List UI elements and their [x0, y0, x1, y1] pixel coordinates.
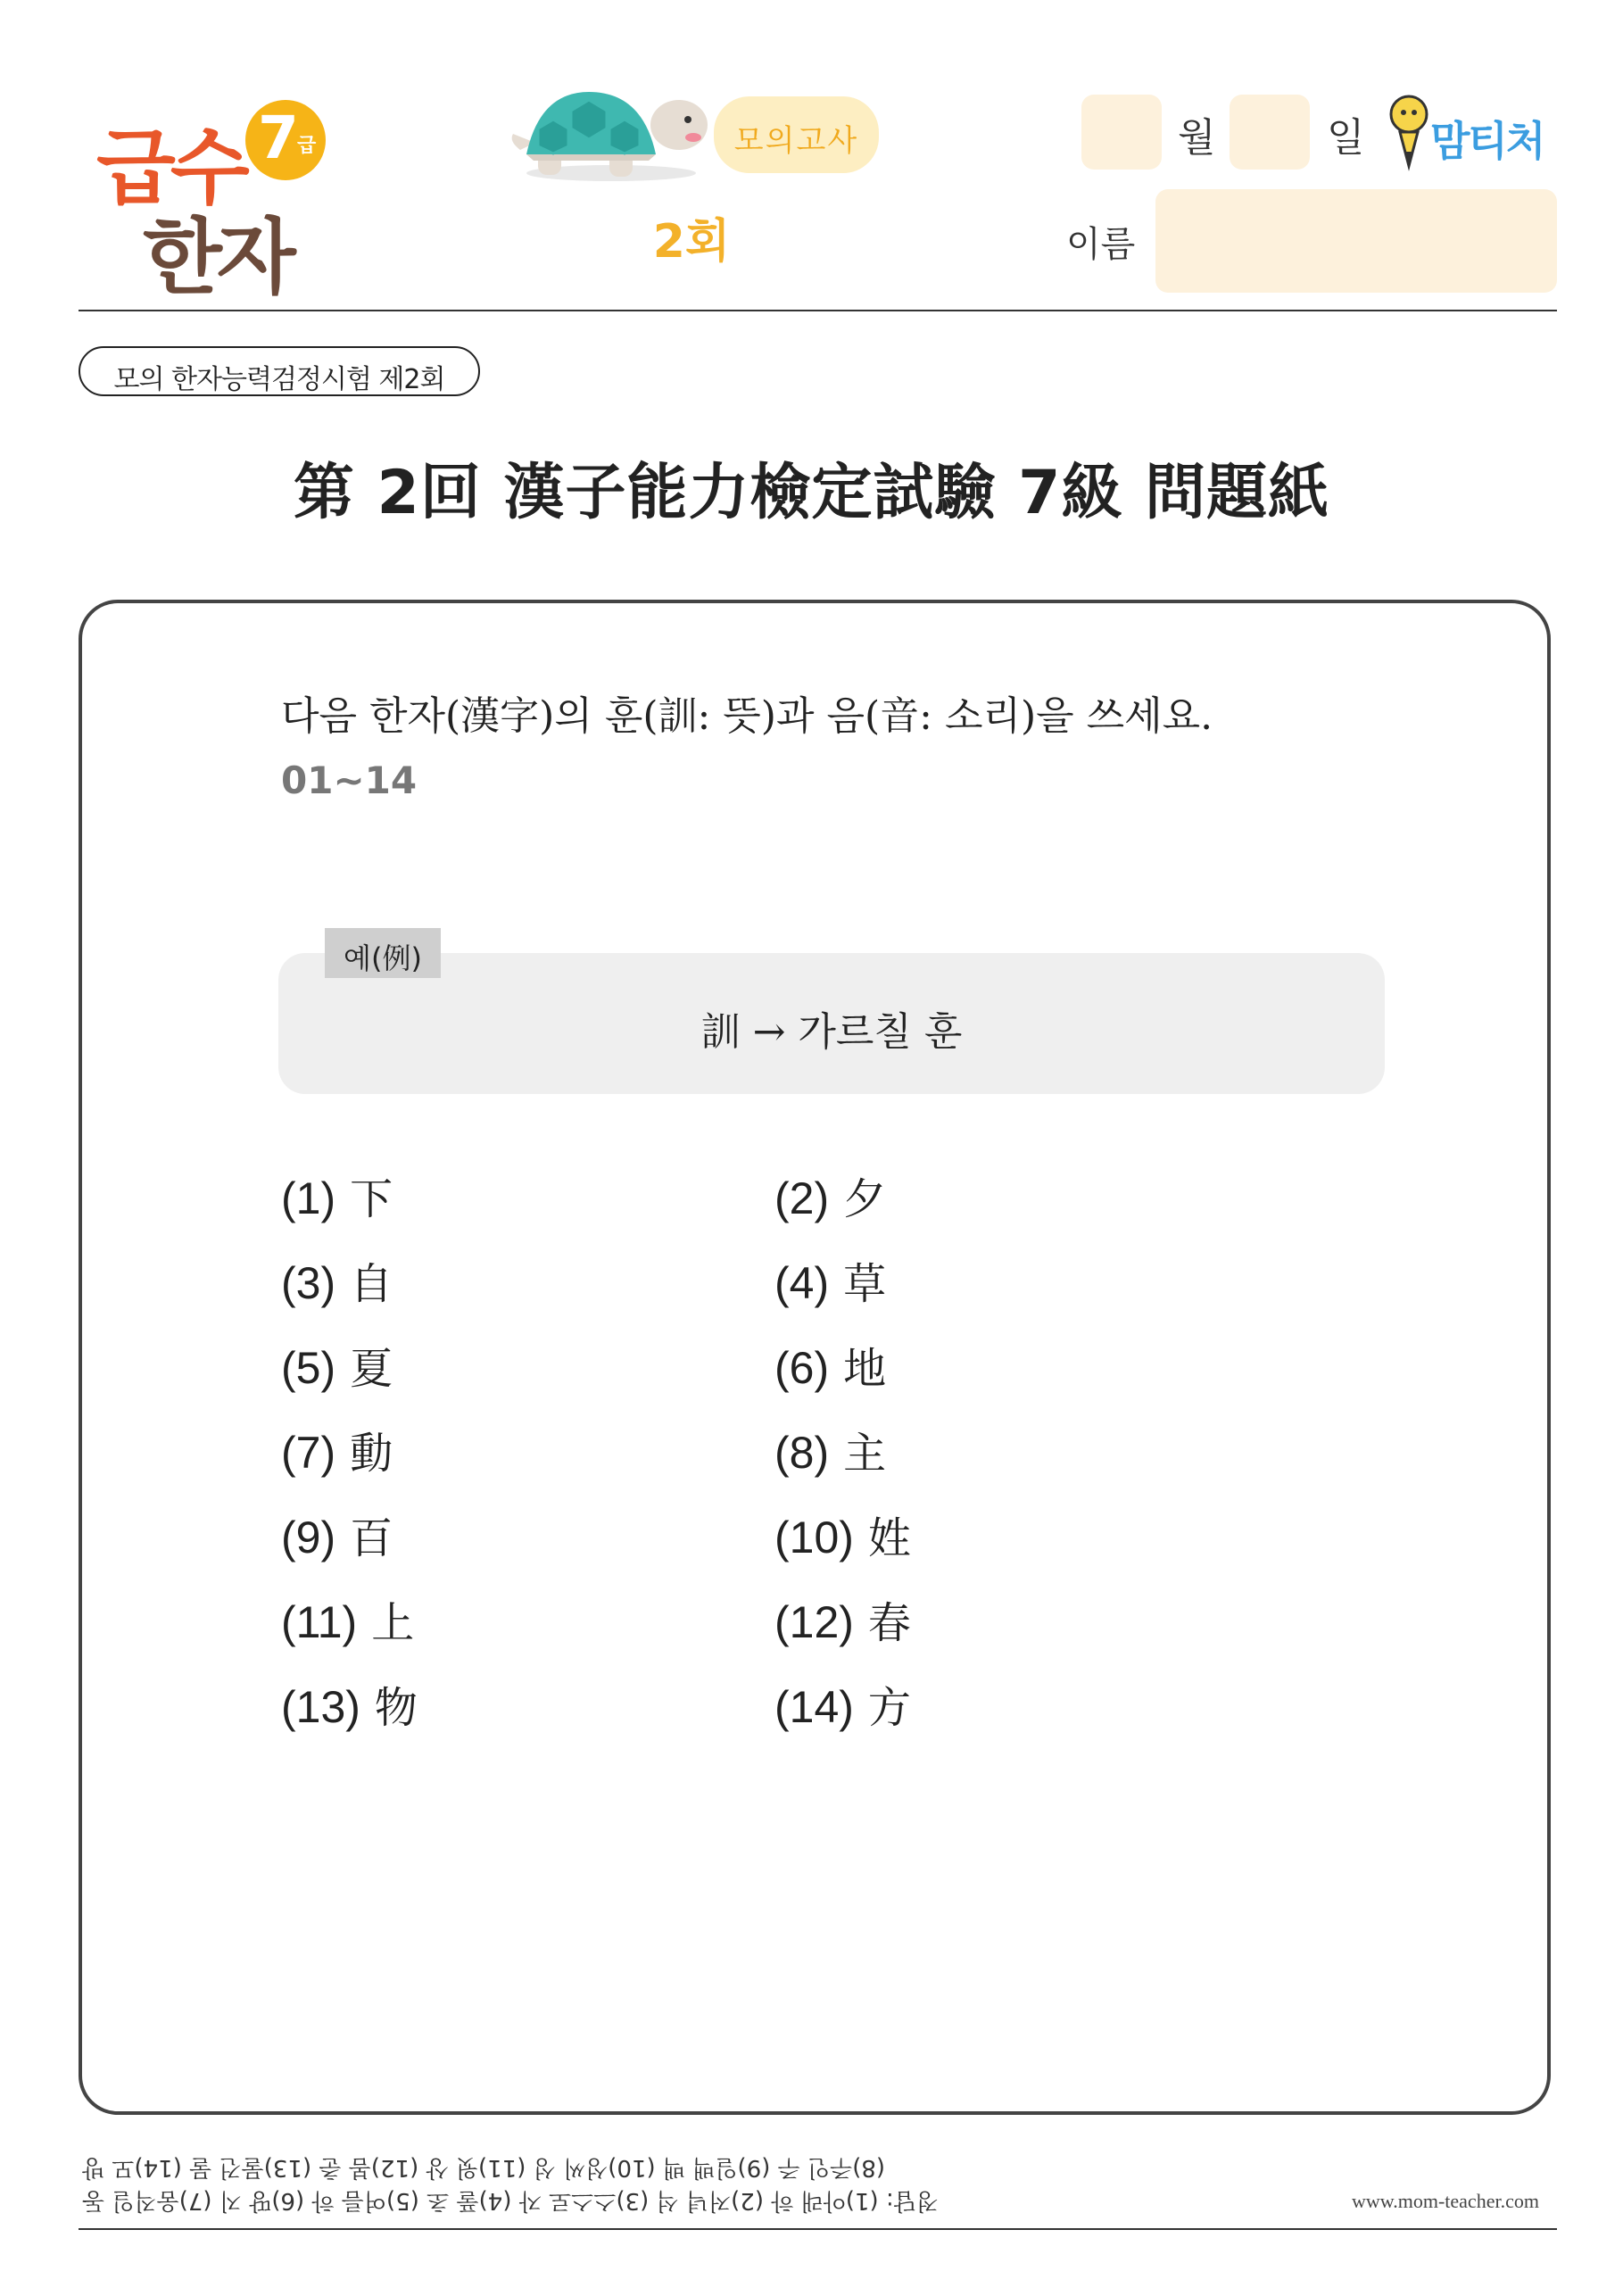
- question-number: (4): [774, 1258, 830, 1308]
- question-item: [281, 1673, 418, 1735]
- question-item: [281, 1249, 393, 1311]
- question-char: 下: [350, 1174, 393, 1224]
- question-char: 夏: [350, 1344, 393, 1394]
- header-divider: [79, 310, 1557, 311]
- question-number: (7): [281, 1428, 336, 1478]
- question-item: [774, 1588, 911, 1650]
- question-item: [281, 1588, 414, 1650]
- question-char: 百: [350, 1513, 393, 1563]
- logo-line1: 급수: [96, 120, 244, 216]
- question-char: 姓: [867, 1513, 911, 1563]
- question-number: (6): [774, 1343, 830, 1393]
- question-item: [774, 1165, 886, 1226]
- question-range: 01~14: [281, 758, 418, 802]
- question-number: (1): [281, 1173, 336, 1223]
- question-char: 自: [350, 1259, 393, 1309]
- question-char: 草: [843, 1259, 887, 1309]
- question-item: [774, 1249, 886, 1311]
- question-item: [281, 1419, 393, 1480]
- mock-test-bubble: [714, 96, 879, 173]
- month-label: 월: [1178, 115, 1216, 161]
- turtle-icon: [504, 87, 718, 186]
- question-item: [774, 1419, 886, 1480]
- question-item: [774, 1504, 911, 1565]
- question-number: (3): [281, 1258, 336, 1308]
- footer-divider: [79, 2228, 1557, 2230]
- month-field[interactable]: [1081, 95, 1162, 170]
- question-item: [281, 1165, 393, 1226]
- series-logo: [89, 89, 339, 305]
- answer-key-line: 정답: (1)아래 하 (2)저녁 석 (3)스스로 자 (4)풀 초 (5)여름 하 (6)땅 지 (7)움직일 동: [82, 2187, 939, 2214]
- question-item: [774, 1334, 886, 1396]
- exam-tag-label: 모의 한자능력검정시험 제2회: [113, 364, 445, 395]
- question-char: 地: [843, 1344, 887, 1394]
- question-item: [281, 1504, 393, 1565]
- mock-test-label: 모의고사: [733, 123, 859, 159]
- footer-url: www.mom-teacher.com: [1352, 2190, 1539, 2212]
- question-number: (11): [281, 1597, 358, 1647]
- example-tag: [325, 928, 441, 978]
- exam-tag: [79, 346, 480, 396]
- question-number: (5): [281, 1343, 336, 1393]
- question-number: (13): [281, 1682, 360, 1732]
- logo-line2: 한자: [143, 210, 291, 305]
- instruction-text: 다음 한자(漢字)의 훈(訓: 뜻)과 음(音: 소리)을 쓰세요.: [281, 693, 1213, 739]
- question-number: (14): [774, 1682, 854, 1732]
- pencil-mascot-icon: [1387, 93, 1432, 173]
- question-number: (9): [281, 1513, 336, 1562]
- day-field[interactable]: [1230, 95, 1310, 170]
- question-char: 夕: [843, 1174, 887, 1224]
- question-number: (12): [774, 1597, 854, 1647]
- name-label: 이름: [1066, 224, 1136, 265]
- answer-key-line: (8)주인 주 (9)일백 백 (10)성씨 성 (11)윗 상 (12)봄 춘 (13)물건 물 (14)모 방: [82, 2154, 886, 2181]
- grade-number: 7: [258, 104, 299, 172]
- question-char: 動: [350, 1429, 393, 1479]
- grade-unit: 급: [297, 135, 317, 157]
- question-number: (8): [774, 1428, 830, 1478]
- question-char: 上: [371, 1598, 415, 1648]
- page-title: 第 2回 漢子能力檢定試驗 7級 問題紙: [293, 458, 1330, 528]
- question-item: [774, 1673, 911, 1735]
- example-label: 예(例): [344, 941, 422, 975]
- question-char: 方: [867, 1683, 911, 1733]
- example-text: 訓 → 가르칠 훈: [700, 1009, 963, 1055]
- name-field[interactable]: [1155, 189, 1557, 293]
- question-number: (10): [774, 1513, 854, 1562]
- question-char: 春: [867, 1598, 911, 1648]
- day-label: 일: [1327, 115, 1365, 161]
- brand-name: 맘티처: [1430, 117, 1544, 165]
- question-item: [281, 1334, 393, 1396]
- brand-logo: [1387, 93, 1566, 173]
- question-char: 物: [374, 1683, 418, 1733]
- grade-badge: [245, 100, 326, 180]
- question-number: (2): [774, 1173, 830, 1223]
- question-char: 主: [843, 1429, 887, 1479]
- round-label: 2회: [652, 215, 731, 269]
